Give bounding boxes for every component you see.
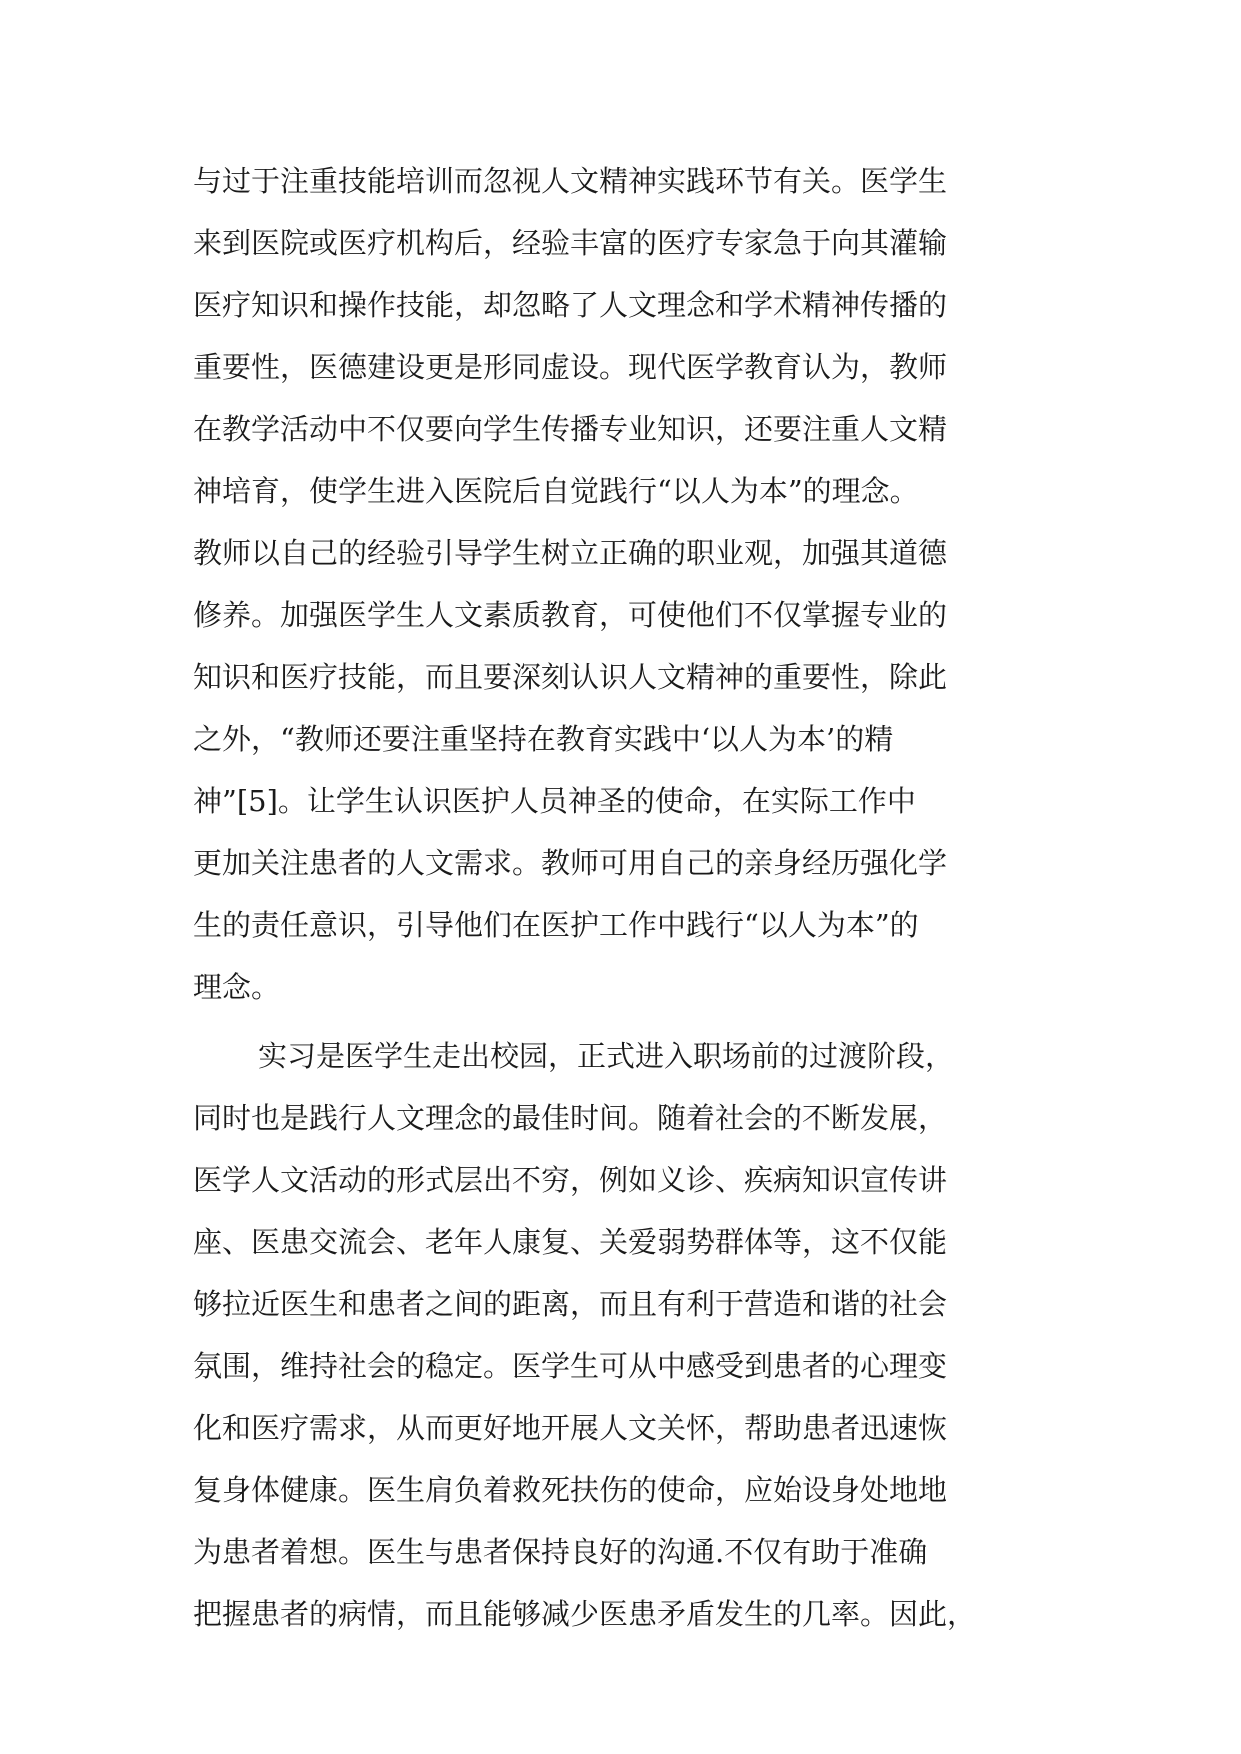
paragraph-line: 把握患者的病情，而且能够减少医患矛盾发生的几率。因此， [193, 1597, 977, 1631]
paragraph-line: 教师以自己的经验引导学生树立正确的职业观，加强其道德 [193, 536, 948, 570]
paragraph-line: 在教学活动中不仅要向学生传播专业知识，还要注重人文精 [193, 412, 948, 446]
paragraph-line: 医学人文活动的形式层出不穷，例如义诊、疾病知识宣传讲 [193, 1163, 948, 1197]
paragraph-line: 复身体健康。医生肩负着救死扶伤的使命，应始设身处地地 [193, 1473, 948, 1507]
paragraph-line: 之外，“教师还要注重坚持在教育实践中‘以人为本’的精 [193, 722, 894, 756]
paragraph-line: 氛围，维持社会的稳定。医学生可从中感受到患者的心理变 [193, 1349, 948, 1383]
paragraph-line: 更加关注患者的人文需求。教师可用自己的亲身经历强化学 [193, 846, 948, 880]
paragraph-line: 来到医院或医疗机构后，经验丰富的医疗专家急于向其灌输 [193, 226, 948, 260]
paragraph-line: 神”[5]。让学生认识医护人员神圣的使命，在实际工作中 [193, 784, 916, 818]
paragraph-line: 同时也是践行人文理念的最佳时间。随着社会的不断发展， [193, 1101, 948, 1135]
paragraph-line: 生的责任意识，引导他们在医护工作中践行“以人为本”的 [193, 908, 919, 942]
paragraph-line: 座、医患交流会、老年人康复、关爱弱势群体等，这不仅能 [193, 1225, 948, 1259]
paragraph-line: 重要性，医德建设更是形同虚设。现代医学教育认为，教师 [193, 350, 948, 384]
paragraph-line: 医疗知识和操作技能，却忽略了人文理念和学术精神传播的 [193, 288, 948, 322]
paragraph-line: 够拉近医生和患者之间的距离，而且有利于营造和谐的社会 [193, 1287, 948, 1321]
paragraph-line: 为患者着想。医生与患者保持良好的沟通.不仅有助于准确 [193, 1535, 928, 1569]
paragraph-line: 理念。 [193, 970, 281, 1004]
paragraph-line: 修养。加强医学生人文素质教育，可使他们不仅掌握专业的 [193, 598, 948, 632]
paragraph-line: 实习是医学生走出校园，正式进入职场前的过渡阶段， [258, 1039, 955, 1073]
paragraph-line: 化和医疗需求，从而更好地开展人文关怀，帮助患者迅速恢 [193, 1411, 948, 1445]
paragraph-line: 知识和医疗技能，而且要深刻认识人文精神的重要性，除此 [193, 660, 948, 694]
paragraph-line: 与过于注重技能培训而忽视人文精神实践环节有关。医学生 [193, 164, 948, 198]
paragraph-line: 神培育，使学生进入医院后自觉践行“以人为本”的理念。 [193, 474, 919, 508]
